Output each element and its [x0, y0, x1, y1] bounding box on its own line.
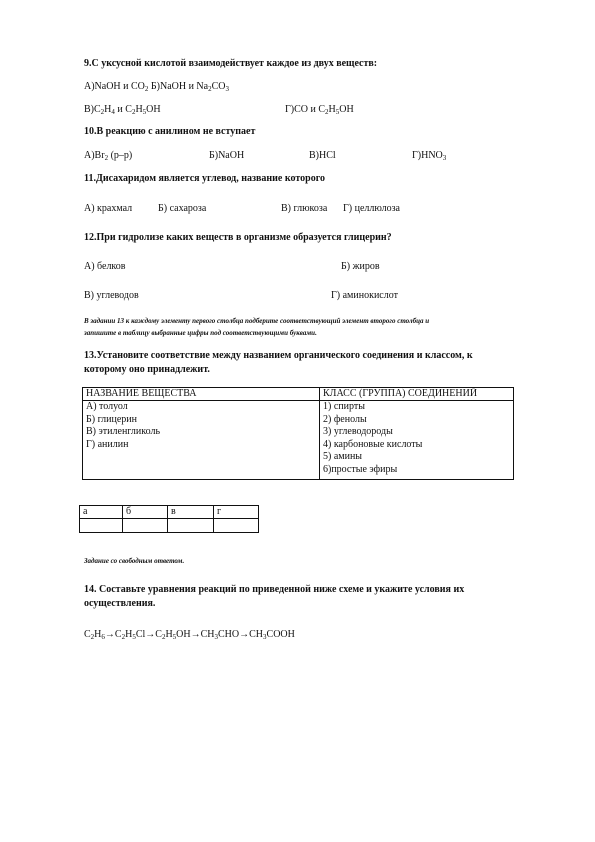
substances-cell	[83, 401, 320, 480]
matching-table	[82, 387, 514, 480]
q9-options-ab: А)NaOH и $CO_2$ Б)NaOH и $Na_2CO_3$	[84, 81, 229, 93]
q11-title: 11.Дисахаридом является углевод, название которого	[84, 173, 326, 184]
q14-title-line-2: осуществления.	[84, 598, 156, 609]
substance-item: В) этиленгликоль	[86, 426, 160, 437]
answer-cell-b[interactable]	[123, 519, 168, 533]
class-item: 5) амины	[323, 451, 363, 462]
q11-option-g: Г) целлюлоза	[343, 203, 400, 214]
answer-header-a: а	[80, 506, 123, 519]
free-answer-note: Задание со свободным ответом.	[84, 557, 185, 565]
q10-option-g: $Г)HNO_3$	[412, 150, 447, 162]
substance-item: А) толуол	[86, 401, 128, 412]
col-header-class: КЛАСС (ГРУППА) СОЕДИНЕНИЙ	[320, 388, 514, 401]
q12-option-b: Б) жиров	[341, 261, 380, 272]
q11-option-b: Б) сахароза	[158, 203, 207, 214]
q14-reaction-scheme: $C_2H_6\to C_2H_5Cl\to C_2H_5OH\to CH_3CHO\to CH_3COOH$	[84, 629, 295, 641]
q10-title: 10.В реакцию с анилином не вступает	[84, 126, 256, 137]
instruction-line-1: В задании 13 к каждому элементу первого столбца подберите соответствующий элемент второго столбца и	[84, 317, 430, 325]
class-item: 1) спирты	[323, 401, 365, 412]
answer-header-g: г	[214, 506, 259, 519]
class-item: 3) углеводороды	[323, 426, 393, 437]
answer-cell-a[interactable]	[80, 519, 123, 533]
q11-option-a: А) крахмал	[84, 203, 133, 214]
q11-option-v: В) глюкоза	[281, 203, 328, 214]
q10-option-b: Б)NaOH	[209, 150, 245, 161]
instruction-line-2: запишите в таблицу выбранные цифры под соответствующими буквами.	[84, 329, 317, 337]
class-item: 6)простые эфиры	[323, 463, 398, 475]
substance-item: Б) глицерин	[86, 413, 138, 425]
q9-title: 9.С уксусной кислотой взаимодействует каждое из двух веществ:	[84, 58, 378, 69]
q13-title-line-2: которому оно принадлежит.	[84, 364, 210, 375]
q9-option-v: $В)C_2H_4$ и $C_2H_5OH$	[84, 104, 161, 116]
q14-title-line-1: 14. Составьте уравнения реакций по приведенной ниже схеме и укажите условия их	[84, 584, 465, 595]
class-item: 4) карбоновые кислоты	[323, 438, 423, 450]
answer-header-b: б	[123, 506, 168, 519]
q12-option-g: Г) аминокислот	[331, 290, 398, 301]
answer-cell-v[interactable]	[168, 519, 214, 533]
q12-option-v: В) углеводов	[84, 290, 139, 301]
q10-option-a: $А)Br_2$ (р–р)	[84, 150, 133, 162]
classes-cell	[320, 401, 514, 480]
q12-title: 12.При гидролизе каких веществ в организме образуется глицерин?	[84, 232, 392, 243]
q10-option-v: В)HCl	[309, 150, 336, 161]
answer-cell-g[interactable]	[214, 519, 259, 533]
answer-header-v: в	[168, 506, 214, 519]
q13-title-line-1: 13.Установите соответствие между названием органического соединения и классом, к	[84, 350, 473, 361]
q9-option-g: Г)CO и $C_2H_5OH$	[285, 104, 354, 116]
q12-option-a: А) белков	[84, 261, 126, 272]
substance-item: Г) анилин	[86, 438, 129, 450]
class-item: 2) фенолы	[323, 413, 367, 425]
answer-table	[79, 505, 259, 533]
col-header-substance: НАЗВАНИЕ ВЕЩЕСТВА	[83, 388, 320, 401]
